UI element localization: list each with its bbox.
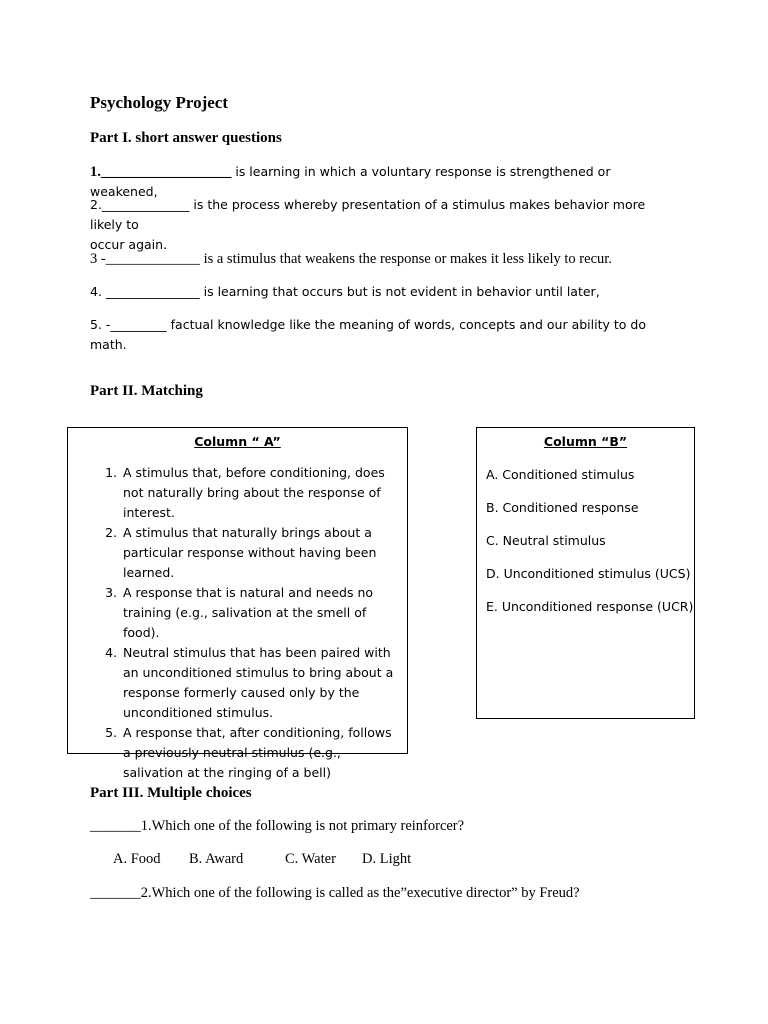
column-a-title: Column “ A” [194, 434, 281, 449]
column-a-item: 1. A stimulus that, before conditioning, does not naturally bring about the response of interest. [121, 463, 397, 523]
option-a: A. Food [113, 851, 161, 867]
page-title: Psychology Project [90, 93, 229, 112]
column-a-box [67, 427, 408, 780]
question-1-text: is learning in which a voluntary response is strengthened or weakened, [90, 164, 611, 199]
mc-question-1: _______1.Which one of the following is not primary reinforcer? [90, 818, 465, 834]
column-b-list [477, 465, 694, 630]
option-c: C. Water [285, 851, 336, 867]
column-a-item: 5. A response that, after conditioning, follows a previously neutral stimulus (e.g., salivation at the ringing of a bell) [121, 723, 397, 783]
column-a-item: 4. Neutral stimulus that has been paired with an unconditioned stimulus to bring about a response formerly caused only by the unconditioned stimulus. [121, 643, 397, 723]
option-b: B. Award [189, 851, 244, 867]
column-b-item: C. Neutral stimulus [486, 533, 606, 548]
question-3: 3 -_____________ is a stimulus that weakens the response or makes it less likely to recur. [90, 251, 612, 267]
option-d: D. Light [362, 851, 412, 867]
column-a-item: 3. A response that is natural and needs no training (e.g., salivation at the smell of food). [121, 583, 397, 643]
column-a-list [68, 463, 407, 783]
mc-question-1-options [113, 851, 411, 868]
part3-heading: Part III. Multiple choices [90, 785, 252, 801]
column-b-title: Column “B” [543, 434, 628, 449]
question-2-line-2: occur again. [90, 237, 168, 252]
column-a-item: 2. A stimulus that naturally brings about a particular response without having been learned. [121, 523, 397, 583]
column-b-item: A. Conditioned stimulus [486, 467, 635, 482]
part2-heading: Part II. Matching [90, 383, 203, 399]
mc-question-2: _______2.Which one of the following is called as the”executive director” by Freud? [90, 885, 580, 901]
column-b-item: E. Unconditioned response (UCR) [486, 599, 694, 614]
question-1-blank: 1.__________________ [90, 164, 232, 180]
question-2-line-1: 2.______________ is the process whereby presentation of a stimulus makes behavior more likely to [90, 197, 646, 232]
column-b-box [476, 427, 695, 719]
column-b-item: D. Unconditioned stimulus (UCS) [486, 566, 691, 581]
question-2 [90, 195, 660, 255]
column-b-item: B. Conditioned response [486, 500, 639, 515]
question-5: 5. -_________ factual knowledge like the meaning of words, concepts and our ability to do math. [90, 317, 646, 352]
question-4: 4. _______________ is learning that occurs but is not evident in behavior until later, [90, 284, 600, 299]
part1-heading: Part I. short answer questions [90, 130, 282, 146]
